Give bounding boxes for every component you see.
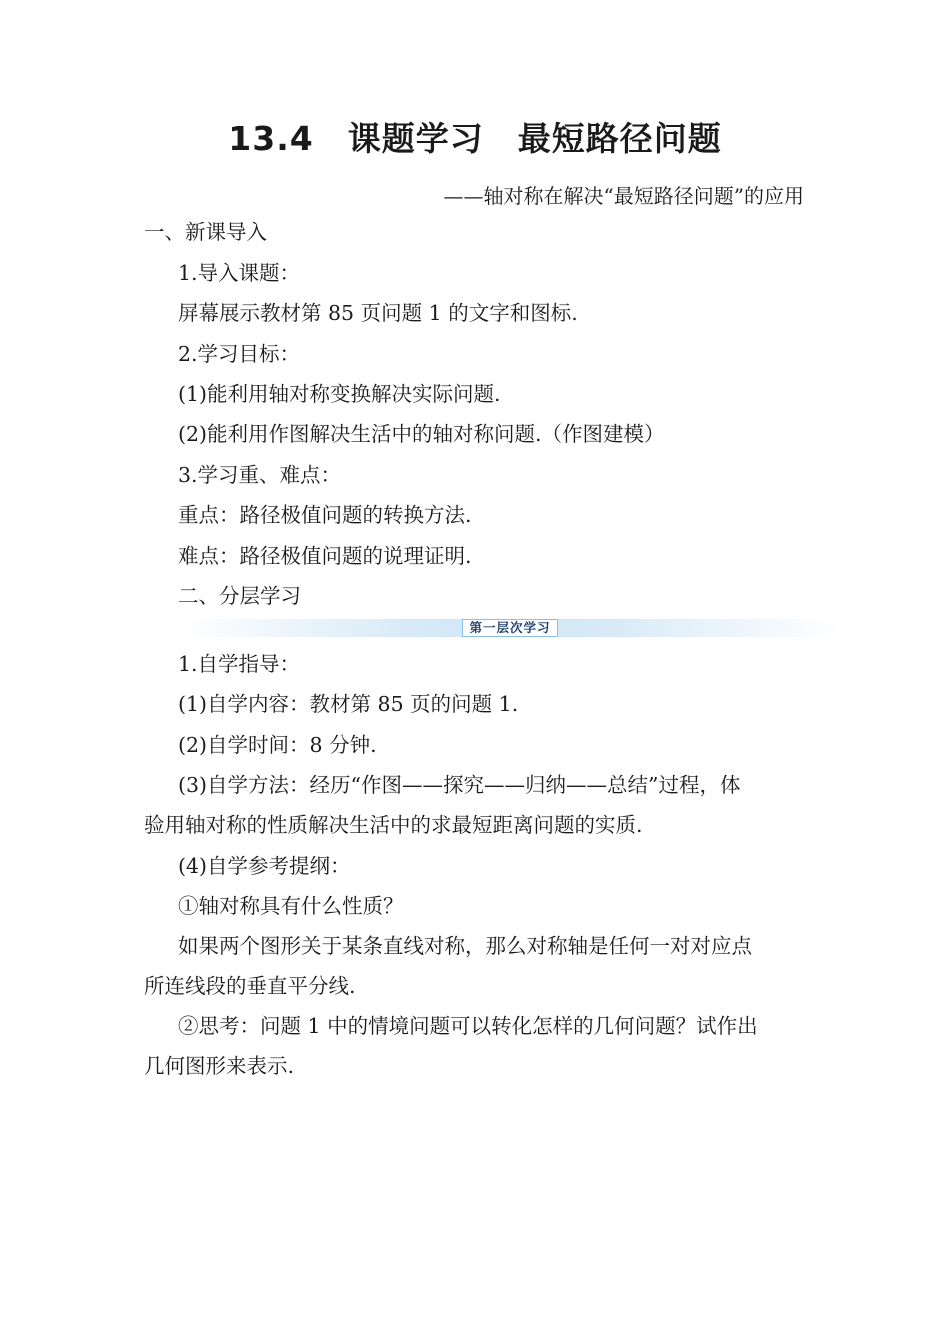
- paragraph: (1)自学内容：教材第 85 页的问题 1.: [178, 692, 519, 716]
- level-banner-label: 第一层次学习: [462, 619, 558, 637]
- section-heading-layered: 二、分层学习: [178, 584, 301, 608]
- subheading-import-topic: 1.导入课题：: [178, 261, 301, 285]
- section-heading-intro: 一、新课导入: [144, 220, 267, 244]
- paragraph: (2)自学时间：8 分钟.: [178, 733, 377, 757]
- paragraph: 所连线段的垂直平分线.: [144, 974, 356, 998]
- subheading-self-study: 1.自学指导：: [178, 652, 301, 676]
- paragraph: ①轴对称具有什么性质？: [178, 894, 404, 918]
- page-subtitle: ——轴对称在解决“最短路径问题”的应用: [443, 184, 804, 208]
- paragraph: 难点：路径极值问题的说理证明.: [178, 544, 472, 568]
- paragraph: (1)能利用轴对称变换解决实际问题.: [178, 382, 501, 406]
- page-title: 13.4 课题学习 最短路径问题: [228, 119, 722, 158]
- paragraph: (2)能利用作图解决生活中的轴对称问题.（作图建模）: [178, 422, 665, 446]
- paragraph: 如果两个图形关于某条直线对称，那么对称轴是任何一对对应点: [178, 934, 752, 958]
- paragraph: 重点：路径极值问题的转换方法.: [178, 503, 472, 527]
- paragraph: (3)自学方法：经历“作图——探究——归纳——总结”过程，体: [178, 773, 741, 797]
- paragraph: 几何图形来表示.: [144, 1054, 295, 1078]
- subheading-learning-goals: 2.学习目标：: [178, 342, 301, 366]
- paragraph: 验用轴对称的性质解决生活中的求最短距离问题的实质.: [144, 813, 643, 837]
- paragraph: 屏幕展示教材第 85 页问题 1 的文字和图标.: [178, 301, 578, 325]
- subheading-key-points: 3.学习重、难点：: [178, 463, 342, 487]
- paragraph: ②思考：问题 1 中的情境问题可以转化怎样的几何问题？试作出: [178, 1014, 758, 1038]
- level-banner: [178, 619, 842, 637]
- paragraph: (4)自学参考提纲：: [178, 854, 351, 878]
